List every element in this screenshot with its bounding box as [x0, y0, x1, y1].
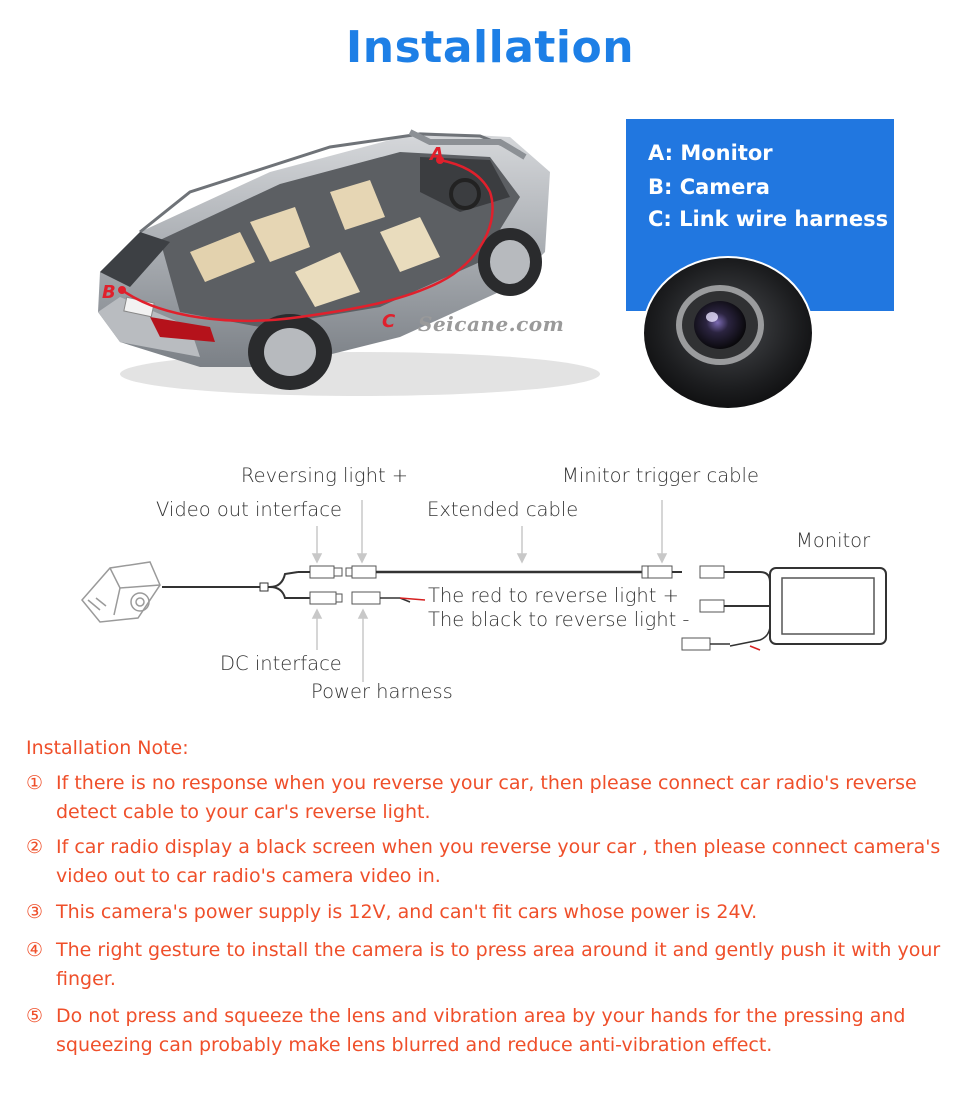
camera-outline-icon — [82, 562, 160, 622]
note-number: ① — [26, 772, 44, 794]
note-text: Do not press and squeeze the lens and vibration area by your hands for the pressing and squeezing can probably make lens blurred and reduce anti-vibration effect. — [56, 1005, 906, 1056]
legend-item-camera: B: Camera — [648, 175, 770, 199]
label-power-harness: Power harness — [311, 680, 453, 703]
label-video-out: Video out interface — [156, 498, 342, 521]
label-monitor: Monitor — [796, 529, 871, 552]
note-item — [26, 936, 970, 994]
label-dc-interface: DC interface — [220, 652, 342, 675]
camera-lens-photo — [640, 253, 816, 411]
note-item — [26, 1002, 970, 1060]
note-item — [26, 833, 970, 891]
note-text: This camera's power supply is 12V, and can't fit cars whose power is 24V. — [56, 901, 758, 923]
notes-title: Installation Note: — [26, 737, 189, 759]
watermark: Seicane.com — [418, 312, 565, 336]
label-extended-cable: Extended cable — [427, 498, 579, 521]
page-title: Installation — [345, 22, 635, 73]
note-number: ⑤ — [26, 1005, 44, 1027]
marker-c: C — [382, 311, 396, 332]
note-item — [26, 898, 970, 927]
note-number: ③ — [26, 901, 44, 923]
note-text: If there is no response when you reverse your car, then please connect car radio's reverse detect cable to your car's reverse light. — [56, 772, 917, 823]
note-number: ② — [26, 836, 44, 858]
car-illustration — [80, 112, 620, 402]
marker-a: A — [430, 144, 444, 165]
note-number: ④ — [26, 939, 44, 961]
marker-b: B — [102, 282, 116, 303]
note-item — [26, 769, 970, 827]
note-text: If car radio display a black screen when you reverse your car , then please connect camera's video out to car radio's camera video in. — [56, 836, 941, 887]
note-text: The right gesture to install the camera is to press area around it and gently push it with your finger. — [56, 939, 941, 990]
legend-item-monitor: A: Monitor — [648, 141, 773, 165]
label-trigger-cable: Minitor trigger cable — [562, 464, 759, 487]
label-black-wire: The black to reverse light - — [428, 608, 690, 631]
label-red-wire: The red to reverse light + — [428, 584, 679, 607]
legend-item-harness: C: Link wire harness — [648, 207, 889, 231]
label-reversing-light: Reversing light + — [241, 464, 409, 487]
